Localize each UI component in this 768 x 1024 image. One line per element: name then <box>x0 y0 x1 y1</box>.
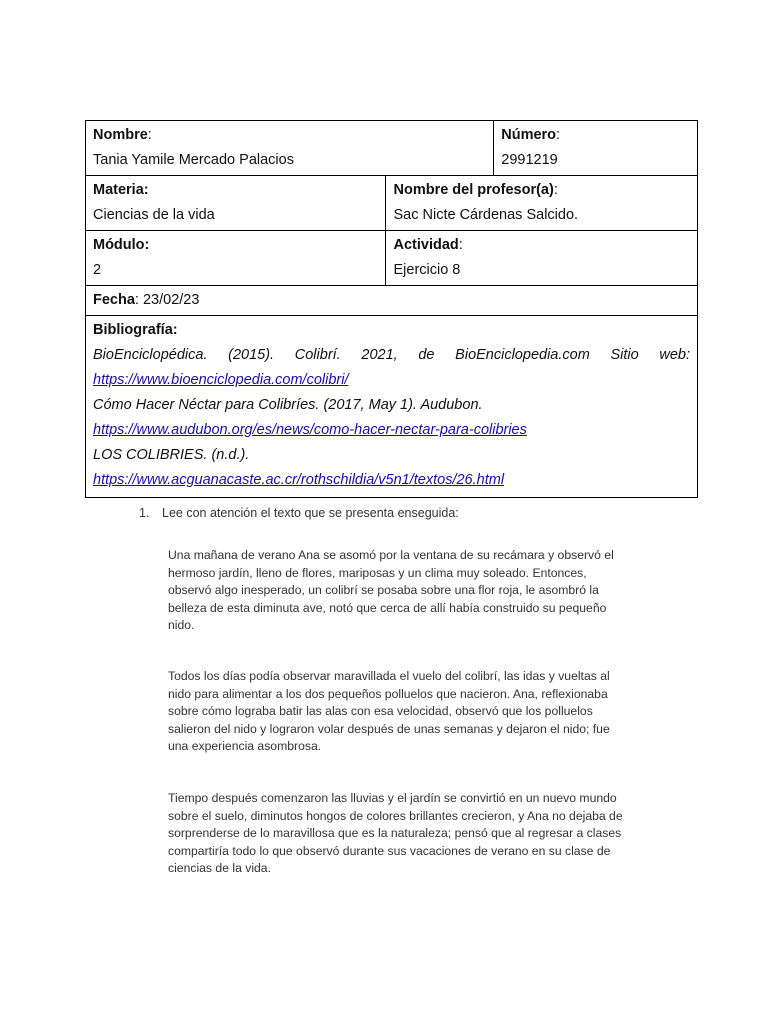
paragraph-line: sorprenderse de lo maravillosa que es la naturaleza; pensó que al regresar a clases <box>168 826 622 840</box>
student-info-table <box>85 120 698 498</box>
question-text: Lee con atención el texto que se presenta enseguida: <box>162 506 459 520</box>
bib-entry-1-text: BioEnciclopédica. (2015). Colibrí. 2021, de BioEnciclopedia.com Sitio web: <box>93 347 690 363</box>
cell-bibliografia <box>86 316 698 498</box>
cell-materia <box>86 176 386 231</box>
paragraph-line: sobre el suelo, diminutos hongos de colores brillantes crecieron, y Ana no dejaba de <box>168 808 623 823</box>
cell-fecha <box>86 286 698 316</box>
bib-entry-2-text: Cómo Hacer Néctar para Colibríes. (2017, May 1). Audubon. <box>93 397 483 413</box>
numero-colon: : <box>556 127 561 143</box>
row-fecha <box>86 286 698 316</box>
bib-entry-2-link[interactable]: https://www.audubon.org/es/news/como-hacer-nectar-para-colibries <box>93 422 527 438</box>
modulo-label: Módulo: <box>93 237 150 253</box>
numero-value: 2991219 <box>501 152 558 168</box>
bibliografia-label: Bibliografía: <box>93 322 178 338</box>
paragraph-line: nido para alimentar a los dos pequeños polluelos que nacieron. Ana, reflexionaba <box>168 686 608 701</box>
nombre-label: Nombre <box>93 127 148 143</box>
cell-profesor <box>386 176 698 231</box>
profesor-value: Sac Nicte Cárdenas Salcido. <box>393 207 579 223</box>
paragraph-line: una experiencia asombrosa. <box>168 739 322 753</box>
story-paragraph-1 <box>168 547 678 635</box>
paragraph-line: nido. <box>168 618 195 632</box>
nombre-value: Tania Yamile Mercado Palacios <box>93 152 294 168</box>
story-paragraph-3 <box>168 790 678 878</box>
actividad-colon: : <box>458 237 463 253</box>
cell-modulo <box>86 231 386 286</box>
materia-value: Ciencias de la vida <box>93 207 215 223</box>
materia-label: Materia: <box>93 182 149 198</box>
story-paragraph-2 <box>168 668 678 756</box>
row-materia <box>86 176 698 231</box>
nombre-colon: : <box>147 127 152 143</box>
paragraph-line: hermoso jardín, lleno de flores, mariposas y un clima muy soleado. Entonces, <box>168 565 587 580</box>
profesor-colon: : <box>553 182 558 198</box>
row-modulo <box>86 231 698 286</box>
paragraph-line: Todos los días podía observar maravillada el vuelo del colibrí, las idas y vueltas al <box>168 669 610 683</box>
fecha-value: 23/02/23 <box>142 292 200 308</box>
paragraph-line: Tiempo después comenzaron las lluvias y el jardín se convirtió en un nuevo mundo <box>168 791 617 805</box>
numero-label: Número <box>501 127 557 143</box>
paragraph-line: observó algo inesperado, un colibrí se posaba sobre una flor roja, le asombró la <box>168 583 599 597</box>
paragraph-line: ciencias de la vida. <box>168 861 271 875</box>
fecha-colon: : <box>134 292 139 308</box>
actividad-value: Ejercicio 8 <box>393 262 461 278</box>
row-nombre <box>86 121 698 176</box>
cell-actividad <box>386 231 698 286</box>
actividad-label: Actividad <box>393 237 459 253</box>
paragraph-line: sobre cómo lograba batir las alas con esa velocidad, observó que los polluelos <box>168 704 593 718</box>
question-number: 1. <box>139 506 150 520</box>
bib-entry-3-link[interactable]: https://www.acguanacaste.ac.cr/rothschildia/v5n1/textos/26.html <box>93 472 505 488</box>
bib-entry-1-link[interactable]: https://www.bioenciclopedia.com/colibri/ <box>93 372 349 388</box>
fecha-label: Fecha <box>93 292 135 308</box>
cell-nombre <box>86 121 494 176</box>
row-bibliografia <box>86 316 698 498</box>
paragraph-line: salieron del nido y lograron volar después de unas semanas y dejaron el nido; fue <box>168 721 610 736</box>
paragraph-line: belleza de esta diminuta ave, notó que cerca de allí había construido su pequeño <box>168 600 607 615</box>
cell-numero <box>494 121 698 176</box>
paragraph-line: compartiría todo lo que observó durante sus vacaciones de verano en su clase de <box>168 843 611 858</box>
modulo-value: 2 <box>93 262 102 278</box>
profesor-label: Nombre del profesor(a) <box>393 182 554 198</box>
bib-entry-3-text: LOS COLIBRIES. (n.d.). <box>93 447 250 463</box>
paragraph-line: Una mañana de verano Ana se asomó por la ventana de su recámara y observó el <box>168 548 614 562</box>
question-item <box>139 506 459 520</box>
